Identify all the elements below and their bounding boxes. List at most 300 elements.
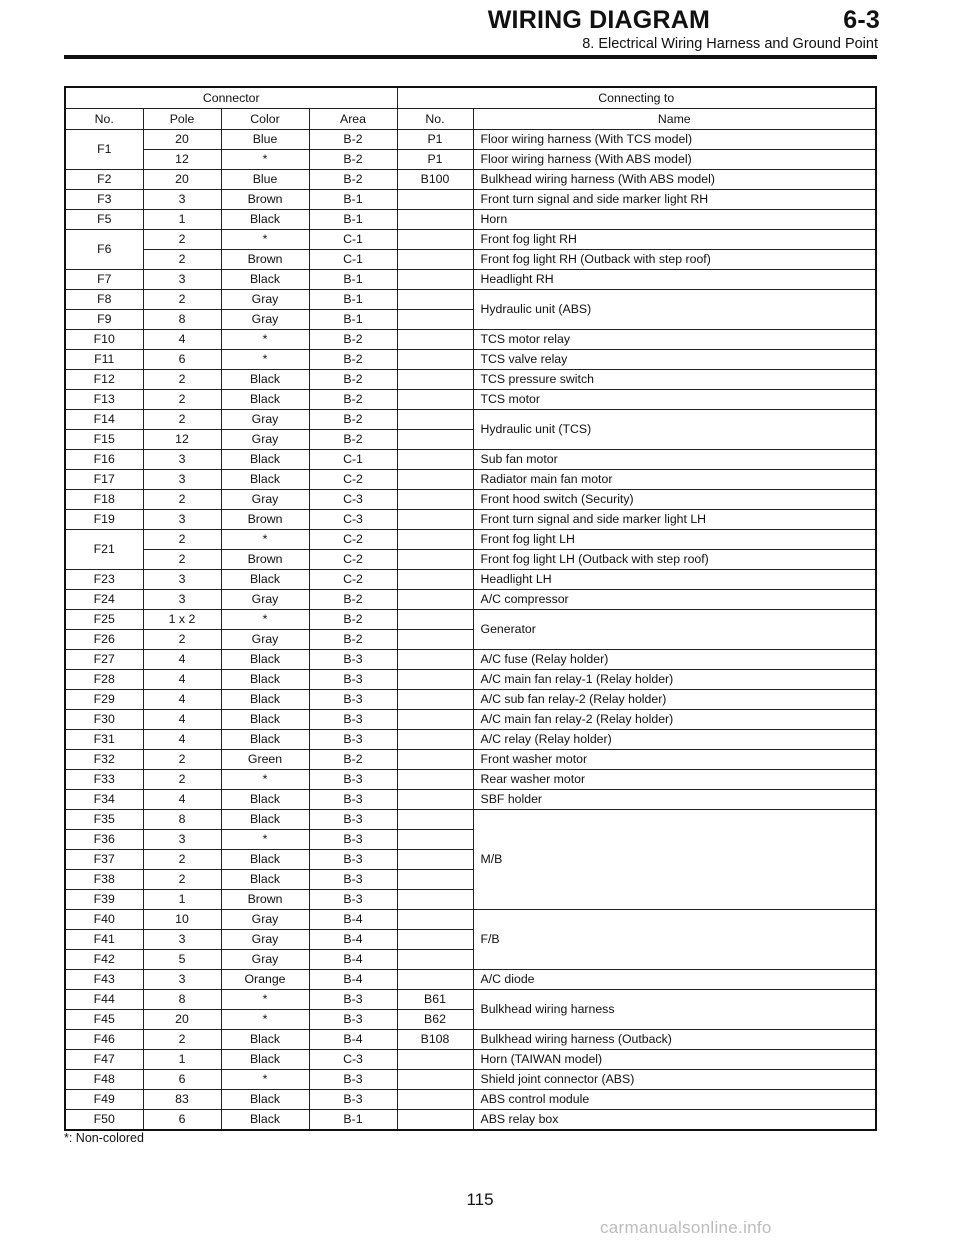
cell-to-no: [397, 910, 473, 930]
cell-area: B-3: [309, 1090, 397, 1110]
cell-area: B-1: [309, 310, 397, 330]
cell-no: F25: [65, 610, 143, 630]
cell-name: TCS valve relay: [473, 350, 876, 370]
cell-color: *: [221, 330, 309, 350]
cell-to-no: [397, 210, 473, 230]
table-row: [65, 910, 876, 930]
cell-to-no: [397, 710, 473, 730]
cell-name: Front hood switch (Security): [473, 490, 876, 510]
cell-color: *: [221, 150, 309, 170]
cell-area: B-2: [309, 390, 397, 410]
cell-name: Front fog light RH: [473, 230, 876, 250]
cell-pole: 3: [143, 830, 221, 850]
cell-area: B-3: [309, 670, 397, 690]
cell-to-no: [397, 670, 473, 690]
cell-to-no: [397, 1070, 473, 1090]
cell-color: *: [221, 610, 309, 630]
cell-no: F10: [65, 330, 143, 350]
cell-pole: 20: [143, 130, 221, 150]
table-row: [65, 510, 876, 530]
cell-pole: 3: [143, 930, 221, 950]
cell-color: Brown: [221, 250, 309, 270]
cell-no: F43: [65, 970, 143, 990]
table-row: [65, 1070, 876, 1090]
cell-area: B-1: [309, 1110, 397, 1131]
cell-area: B-2: [309, 610, 397, 630]
cell-to-no: [397, 950, 473, 970]
table-row: [65, 150, 876, 170]
table-row: [65, 530, 876, 550]
cell-pole: 4: [143, 690, 221, 710]
cell-pole: 12: [143, 150, 221, 170]
table-row: [65, 350, 876, 370]
cell-color: Black: [221, 730, 309, 750]
cell-pole: 2: [143, 850, 221, 870]
cell-color: Black: [221, 670, 309, 690]
cell-area: B-3: [309, 870, 397, 890]
cell-color: Black: [221, 270, 309, 290]
cell-to-no: [397, 250, 473, 270]
cell-color: Gray: [221, 290, 309, 310]
cell-color: Black: [221, 570, 309, 590]
cell-to-no: [397, 370, 473, 390]
table-row: [65, 230, 876, 250]
cell-color: Black: [221, 1110, 309, 1131]
cell-color: Blue: [221, 170, 309, 190]
cell-pole: 10: [143, 910, 221, 930]
table-row: [65, 690, 876, 710]
table-row: [65, 170, 876, 190]
cell-to-no: [397, 790, 473, 810]
cell-no: F45: [65, 1010, 143, 1030]
col-header-name: Name: [473, 109, 876, 130]
cell-color: Gray: [221, 590, 309, 610]
cell-pole: 5: [143, 950, 221, 970]
cell-area: B-2: [309, 330, 397, 350]
cell-color: Black: [221, 370, 309, 390]
cell-color: Black: [221, 870, 309, 890]
cell-to-no: B100: [397, 170, 473, 190]
table-row: [65, 1050, 876, 1070]
cell-name: Bulkhead wiring harness (Outback): [473, 1030, 876, 1050]
cell-no: F9: [65, 310, 143, 330]
cell-name: A/C relay (Relay holder): [473, 730, 876, 750]
col-header-no: No.: [65, 109, 143, 130]
cell-name: Rear washer motor: [473, 770, 876, 790]
cell-color: Brown: [221, 510, 309, 530]
cell-to-no: [397, 690, 473, 710]
cell-name: Sub fan motor: [473, 450, 876, 470]
cell-to-no: [397, 230, 473, 250]
cell-no: F16: [65, 450, 143, 470]
cell-no: F3: [65, 190, 143, 210]
cell-name: Horn (TAIWAN model): [473, 1050, 876, 1070]
table-row: [65, 990, 876, 1010]
cell-area: B-3: [309, 850, 397, 870]
cell-pole: 2: [143, 230, 221, 250]
cell-area: B-4: [309, 930, 397, 950]
cell-to-no: [397, 830, 473, 850]
cell-pole: 20: [143, 1010, 221, 1030]
cell-name: TCS motor: [473, 390, 876, 410]
cell-pole: 4: [143, 650, 221, 670]
cell-color: Black: [221, 390, 309, 410]
cell-pole: 8: [143, 310, 221, 330]
cell-no: F19: [65, 510, 143, 530]
cell-pole: 2: [143, 370, 221, 390]
table-row: [65, 250, 876, 270]
cell-no: F17: [65, 470, 143, 490]
cell-name: Bulkhead wiring harness: [473, 990, 876, 1030]
cell-pole: 2: [143, 410, 221, 430]
cell-color: Gray: [221, 630, 309, 650]
cell-pole: 1 x 2: [143, 610, 221, 630]
cell-area: C-1: [309, 450, 397, 470]
cell-pole: 3: [143, 450, 221, 470]
cell-name: TCS motor relay: [473, 330, 876, 350]
cell-pole: 2: [143, 870, 221, 890]
cell-pole: 2: [143, 630, 221, 650]
cell-to-no: [397, 350, 473, 370]
cell-no: F7: [65, 270, 143, 290]
page-number: 115: [466, 1190, 494, 1209]
cell-area: B-3: [309, 810, 397, 830]
cell-name: Generator: [473, 610, 876, 650]
cell-pole: 2: [143, 1030, 221, 1050]
cell-pole: 2: [143, 390, 221, 410]
cell-color: *: [221, 350, 309, 370]
cell-area: B-3: [309, 990, 397, 1010]
cell-area: B-2: [309, 170, 397, 190]
cell-name: F/B: [473, 910, 876, 970]
table-row: [65, 750, 876, 770]
cell-area: B-2: [309, 410, 397, 430]
cell-no: F28: [65, 670, 143, 690]
table-row: [65, 550, 876, 570]
cell-color: *: [221, 1010, 309, 1030]
cell-to-no: [397, 730, 473, 750]
cell-color: Blue: [221, 130, 309, 150]
cell-to-no: B62: [397, 1010, 473, 1030]
cell-to-no: [397, 750, 473, 770]
cell-name: A/C fuse (Relay holder): [473, 650, 876, 670]
cell-name: Headlight LH: [473, 570, 876, 590]
connector-group-header: Connector: [65, 87, 397, 109]
cell-pole: 3: [143, 570, 221, 590]
cell-no: F15: [65, 430, 143, 450]
cell-color: Black: [221, 210, 309, 230]
cell-to-no: [397, 270, 473, 290]
cell-area: B-4: [309, 1030, 397, 1050]
cell-area: B-3: [309, 790, 397, 810]
cell-pole: 1: [143, 890, 221, 910]
table-row: [65, 570, 876, 590]
cell-no: F35: [65, 810, 143, 830]
cell-no: F1: [65, 130, 143, 170]
cell-color: Black: [221, 850, 309, 870]
col-header-pole: Pole: [143, 109, 221, 130]
cell-area: B-4: [309, 910, 397, 930]
cell-to-no: [397, 850, 473, 870]
cell-no: F8: [65, 290, 143, 310]
cell-area: C-1: [309, 230, 397, 250]
cell-color: Gray: [221, 410, 309, 430]
cell-no: F31: [65, 730, 143, 750]
table-row: [65, 370, 876, 390]
cell-name: Radiator main fan motor: [473, 470, 876, 490]
cell-area: B-2: [309, 150, 397, 170]
cell-no: F38: [65, 870, 143, 890]
cell-no: F12: [65, 370, 143, 390]
cell-name: Shield joint connector (ABS): [473, 1070, 876, 1090]
cell-no: F41: [65, 930, 143, 950]
cell-pole: 4: [143, 790, 221, 810]
table-row: [65, 790, 876, 810]
table-row: [65, 490, 876, 510]
cell-color: Gray: [221, 490, 309, 510]
cell-pole: 3: [143, 190, 221, 210]
cell-color: Gray: [221, 910, 309, 930]
cell-no: F11: [65, 350, 143, 370]
table-row: [65, 330, 876, 350]
cell-name: A/C main fan relay-1 (Relay holder): [473, 670, 876, 690]
cell-name: TCS pressure switch: [473, 370, 876, 390]
cell-to-no: B108: [397, 1030, 473, 1050]
cell-to-no: [397, 490, 473, 510]
cell-to-no: [397, 870, 473, 890]
cell-to-no: [397, 510, 473, 530]
table-row: [65, 290, 876, 310]
cell-pole: 2: [143, 770, 221, 790]
cell-to-no: [397, 410, 473, 430]
cell-name: ABS relay box: [473, 1110, 876, 1131]
cell-name: SBF holder: [473, 790, 876, 810]
cell-to-no: [397, 550, 473, 570]
cell-no: F39: [65, 890, 143, 910]
cell-no: F33: [65, 770, 143, 790]
cell-no: F49: [65, 1090, 143, 1110]
cell-no: F23: [65, 570, 143, 590]
table-row: [65, 590, 876, 610]
cell-to-no: [397, 570, 473, 590]
cell-to-no: [397, 890, 473, 910]
cell-area: B-2: [309, 590, 397, 610]
cell-color: *: [221, 770, 309, 790]
cell-color: Black: [221, 650, 309, 670]
cell-to-no: [397, 390, 473, 410]
cell-name: A/C compressor: [473, 590, 876, 610]
cell-name: Front fog light LH (Outback with step roof): [473, 550, 876, 570]
cell-to-no: [397, 450, 473, 470]
cell-area: B-1: [309, 190, 397, 210]
cell-color: Black: [221, 450, 309, 470]
table-row: [65, 450, 876, 470]
cell-color: Black: [221, 810, 309, 830]
cell-area: B-4: [309, 950, 397, 970]
cell-name: Hydraulic unit (ABS): [473, 290, 876, 330]
cell-to-no: B61: [397, 990, 473, 1010]
cell-pole: 4: [143, 710, 221, 730]
cell-area: B-3: [309, 1010, 397, 1030]
cell-name: Headlight RH: [473, 270, 876, 290]
cell-color: *: [221, 230, 309, 250]
table-row: [65, 810, 876, 830]
table-row: [65, 210, 876, 230]
cell-color: Black: [221, 710, 309, 730]
cell-color: Gray: [221, 430, 309, 450]
header-rule: [64, 55, 877, 59]
table-row: [65, 270, 876, 290]
cell-pole: 8: [143, 810, 221, 830]
cell-color: *: [221, 530, 309, 550]
cell-no: F27: [65, 650, 143, 670]
cell-to-no: [397, 290, 473, 310]
cell-pole: 2: [143, 490, 221, 510]
cell-color: Black: [221, 1050, 309, 1070]
col-header-area: Area: [309, 109, 397, 130]
cell-pole: 1: [143, 210, 221, 230]
table-row: [65, 970, 876, 990]
cell-pole: 8: [143, 990, 221, 1010]
col-header-color: Color: [221, 109, 309, 130]
page-subtitle: 8. Electrical Wiring Harness and Ground Point: [582, 36, 878, 52]
cell-no: F30: [65, 710, 143, 730]
cell-no: F21: [65, 530, 143, 570]
cell-name: A/C diode: [473, 970, 876, 990]
cell-no: F6: [65, 230, 143, 270]
cell-color: Gray: [221, 310, 309, 330]
cell-pole: 6: [143, 1110, 221, 1131]
cell-to-no: [397, 1110, 473, 1131]
cell-area: C-1: [309, 250, 397, 270]
cell-no: F26: [65, 630, 143, 650]
cell-color: Brown: [221, 550, 309, 570]
cell-area: B-1: [309, 290, 397, 310]
cell-area: B-2: [309, 350, 397, 370]
cell-to-no: [397, 930, 473, 950]
cell-no: F40: [65, 910, 143, 930]
table-row: [65, 610, 876, 630]
cell-to-no: [397, 810, 473, 830]
table-row: [65, 130, 876, 150]
cell-no: F5: [65, 210, 143, 230]
cell-no: F24: [65, 590, 143, 610]
cell-no: F50: [65, 1110, 143, 1131]
cell-to-no: [397, 650, 473, 670]
cell-area: B-1: [309, 210, 397, 230]
cell-color: Brown: [221, 890, 309, 910]
cell-no: F14: [65, 410, 143, 430]
cell-area: B-3: [309, 830, 397, 850]
footnote: *: Non-colored: [64, 1131, 144, 1145]
cell-to-no: [397, 770, 473, 790]
cell-color: Brown: [221, 190, 309, 210]
connector-table: [64, 86, 877, 1131]
cell-color: Black: [221, 790, 309, 810]
table-row: [65, 670, 876, 690]
watermark: carmanualsonline.info: [600, 1218, 772, 1237]
cell-to-no: [397, 330, 473, 350]
cell-name: Floor wiring harness (With TCS model): [473, 130, 876, 150]
cell-area: B-2: [309, 130, 397, 150]
cell-pole: 6: [143, 350, 221, 370]
cell-area: B-2: [309, 750, 397, 770]
cell-name: Horn: [473, 210, 876, 230]
page-title: WIRING DIAGRAM: [487, 6, 710, 34]
connecting-to-group-header: Connecting to: [397, 87, 876, 109]
cell-area: B-3: [309, 770, 397, 790]
section-number: 6-3: [843, 6, 880, 34]
table-row: [65, 650, 876, 670]
cell-area: B-2: [309, 430, 397, 450]
cell-no: F18: [65, 490, 143, 510]
cell-name: Front washer motor: [473, 750, 876, 770]
cell-name: Bulkhead wiring harness (With ABS model): [473, 170, 876, 190]
col-header-to-no: No.: [397, 109, 473, 130]
cell-area: C-2: [309, 570, 397, 590]
cell-area: C-2: [309, 530, 397, 550]
cell-to-no: [397, 310, 473, 330]
cell-no: F48: [65, 1070, 143, 1090]
cell-pole: 3: [143, 590, 221, 610]
cell-pole: 2: [143, 290, 221, 310]
table-row: [65, 1090, 876, 1110]
cell-pole: 2: [143, 550, 221, 570]
cell-name: Front fog light LH: [473, 530, 876, 550]
cell-area: C-2: [309, 550, 397, 570]
cell-no: F42: [65, 950, 143, 970]
cell-area: B-2: [309, 630, 397, 650]
table-row: [65, 410, 876, 430]
cell-name: Hydraulic unit (TCS): [473, 410, 876, 450]
cell-area: C-3: [309, 510, 397, 530]
cell-name: M/B: [473, 810, 876, 910]
cell-pole: 4: [143, 670, 221, 690]
cell-to-no: [397, 610, 473, 630]
cell-color: *: [221, 830, 309, 850]
cell-no: F44: [65, 990, 143, 1010]
cell-to-no: [397, 970, 473, 990]
cell-name: Front fog light RH (Outback with step roof): [473, 250, 876, 270]
cell-area: B-3: [309, 710, 397, 730]
cell-no: F34: [65, 790, 143, 810]
cell-pole: 2: [143, 750, 221, 770]
cell-no: F13: [65, 390, 143, 410]
cell-to-no: P1: [397, 150, 473, 170]
cell-name: Front turn signal and side marker light RH: [473, 190, 876, 210]
cell-area: B-3: [309, 650, 397, 670]
table-body: [65, 130, 876, 1131]
cell-area: C-2: [309, 470, 397, 490]
cell-name: A/C main fan relay-2 (Relay holder): [473, 710, 876, 730]
table-row: [65, 1110, 876, 1131]
cell-to-no: [397, 530, 473, 550]
table-row: [65, 390, 876, 410]
cell-area: B-3: [309, 1070, 397, 1090]
table-row: [65, 730, 876, 750]
cell-to-no: [397, 430, 473, 450]
cell-area: C-3: [309, 1050, 397, 1070]
cell-pole: 20: [143, 170, 221, 190]
cell-color: Black: [221, 470, 309, 490]
cell-area: C-3: [309, 490, 397, 510]
cell-no: F2: [65, 170, 143, 190]
cell-color: Black: [221, 1090, 309, 1110]
cell-pole: 83: [143, 1090, 221, 1110]
cell-pole: 3: [143, 970, 221, 990]
cell-no: F47: [65, 1050, 143, 1070]
cell-pole: 3: [143, 270, 221, 290]
